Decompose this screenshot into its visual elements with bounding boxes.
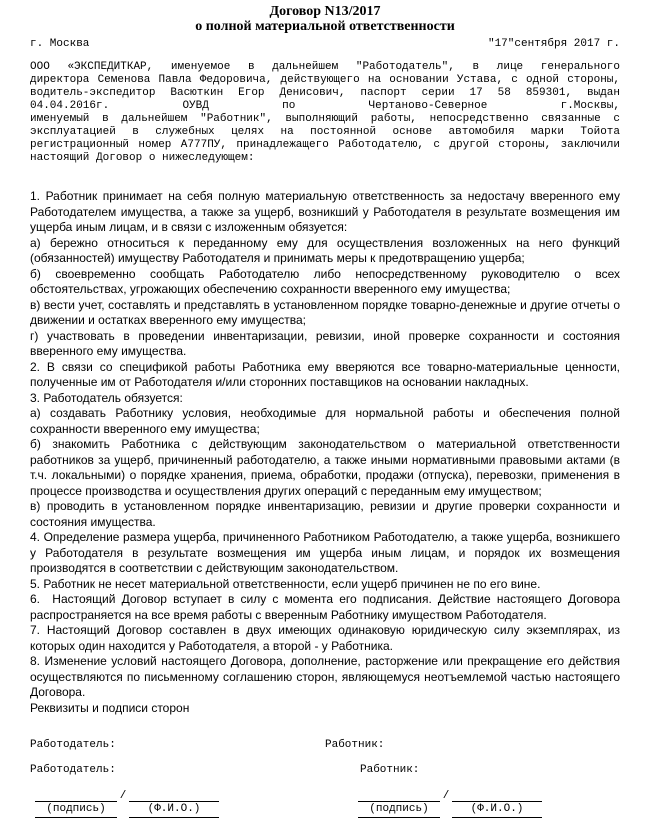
employee-fio-line: [452, 789, 542, 802]
intro-line: директора Семенова Павла Федоровича, действующего на основании Устава, с одной стороны,: [30, 74, 620, 86]
signature-caption: (подпись): [358, 802, 440, 818]
caption-gap: [440, 802, 452, 818]
fio-caption: (Ф.И.О.): [452, 802, 542, 818]
signature-caption: (подпись): [35, 802, 117, 818]
employer-signature-line: [35, 789, 117, 802]
clauses: [30, 189, 620, 716]
date-label: "17"сентября 2017 г.: [487, 38, 620, 50]
employee-signature-lines: [358, 789, 620, 802]
contract-clause: в) проводить в установленном порядке инвентаризацию, ревизии и другие проверки сохранности и состояния имущества.: [30, 499, 620, 529]
intro-line: эксплуатацией в служебных целях на постоянной основе автомобиля марки Тойота: [30, 126, 620, 138]
intro-paragraph: [30, 61, 620, 165]
signature-labels-row-2: [30, 764, 620, 777]
employee-signature-line: [358, 789, 440, 802]
employer-fio-line: [129, 789, 219, 802]
intro-line: 04.04.2016г. ОУВД по Чертаново-Северное г.Москвы,: [30, 100, 620, 112]
employee-label-2: Работник:: [360, 764, 420, 776]
intro-line: водитель-экспедитор Васюткин Егор Денисович, паспорт серии 17 58 859301, выдан: [30, 87, 620, 99]
contract-clause: а) создавать Работнику условия, необходимые для нормальной работы и обеспечения полной сохранности вверенного ему имущества;: [30, 406, 620, 436]
signature-slash: /: [442, 790, 450, 802]
employee-label-1: Работник:: [325, 739, 385, 751]
contract-clause: 1. Работник принимает на себя полную материальную ответственность за недостачу вверенного ему Работодателем имущества, а также за ущерб, возникший у Работодателя в результате возмещения им ущерба иным лицам, и в связи с изложенным обязуется:: [30, 189, 620, 234]
caption-gap: [117, 802, 129, 818]
contract-clause: в) вести учет, составлять и представлять в установленном порядке товарно-денежные и другие отчеты о движении и остатках вверенного ему имущества;: [30, 297, 620, 327]
contract-clause: Реквизиты и подписи сторон: [30, 700, 190, 715]
employer-signature-lines: [35, 789, 325, 802]
signature-slash: /: [119, 790, 127, 802]
contract-clause: 4. Определение размера ущерба, причиненного Работником Работодателю, а также ущерба, возникшего у Работодателя в результате возмещения им ущерба иным лицам, и порядок их возмещения производятся в соответствии с действующим законодательством.: [30, 530, 620, 575]
intro-line: настоящий Договор о нижеследующем:: [30, 152, 255, 164]
contract-clause: 8. Изменение условий настоящего Договора, дополнение, расторжение или прекращение его действия осуществляются по письменному соглашению сторон, являющемуся неотъемлемой частью настоящего Договора.: [30, 654, 620, 699]
contract-clause: 3. Работодатель обязуется:: [30, 390, 183, 405]
contract-clause: 5. Работник не несет материальной ответственности, если ущерб причинен не по его вине.: [30, 576, 541, 591]
document-subtitle: о полной материальной ответственности: [195, 19, 455, 34]
signatures-section: [30, 739, 620, 818]
intro-line: ООО «ЭКСПЕДИТКАР, именуемое в дальнейшем "Работодатель", в лице генерального: [30, 61, 620, 73]
intro-line: регистрационный номер А777ПУ, принадлежащего Работодателю, с другой стороны, заключили: [30, 139, 620, 151]
signature-blocks: [30, 789, 620, 818]
city-label: г. Москва: [30, 38, 90, 50]
employer-signature-captions: [35, 802, 325, 818]
employer-label-1: Работодатель:: [30, 739, 116, 751]
contract-clause: 2. В связи со спецификой работы Работника ему вверяются все товарно-материальные ценности, полученные им от Работодателя и/или сторонних поставщиков на основании накладных.: [30, 359, 620, 389]
place-date-row: [30, 38, 620, 51]
employee-signature-captions: [358, 802, 620, 818]
employer-signature-block: [35, 789, 325, 818]
contract-clause: а) бережно относиться к переданному ему для осуществления возложенных на него функций (обязанностей) имуществу Работодателя и принимать меры к предотвращению ущерба;: [30, 235, 620, 265]
contract-clause: 7. Настоящий Договор составлен в двух имеющих одинаковую юридическую силу экземплярах, из которых один находится у Работодателя, а второй - у Работника.: [30, 623, 620, 653]
contract-clause: г) участвовать в проведении инвентаризации, ревизии, иной проверке сохранности и состояния вверенного ему имущества.: [30, 328, 620, 358]
fio-caption: (Ф.И.О.): [129, 802, 219, 818]
contract-clause: б) знакомить Работника с действующим законодательством о материальной ответственности работников за ущерб, причиненный работодателю, а также иными нормативными правовыми актами (в т.ч. локальными) о порядке хранения, приема, обработки, продажи (отпуска), перевозки, применения в процессе производства и осуществления других операций с переданным ему имуществом;: [30, 437, 620, 498]
signature-labels-row-1: [30, 739, 620, 752]
contract-clause: б) своевременно сообщать Работодателю либо непосредственному руководителю о всех обстоятельствах, угрожающих обеспечению сохранности вверенного ему имущества;: [30, 266, 620, 296]
contract-clause: 6. Настоящий Договор вступает в силу с момента его подписания. Действие настоящего Договора распространяется на все время работы с вверенным Работнику имуществом Работодателя.: [30, 592, 620, 622]
employer-label-2: Работодатель:: [30, 764, 116, 776]
intro-line: именуемый в дальнейшем "Работник", выполняющий работы, непосредственно связанные с: [30, 113, 620, 125]
title-block: [30, 4, 620, 34]
document-title: Договор N13/2017: [269, 4, 381, 19]
employee-signature-block: [358, 789, 620, 818]
